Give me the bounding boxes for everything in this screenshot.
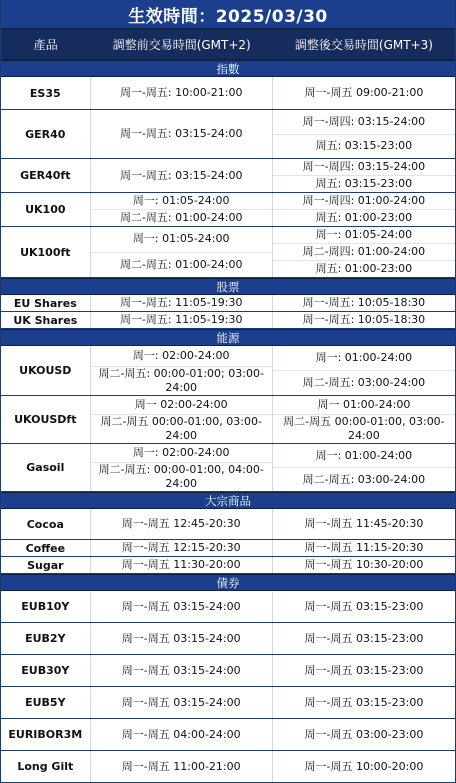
before-hours-line: 周一-周五: 03:15-24:00 [119,127,243,140]
product-name: Sugar [1,557,91,573]
section-header: 大宗商品 [1,492,455,509]
table-row [1,719,455,751]
product-name: EUB5Y [1,687,91,718]
after-hours-cell [273,509,455,539]
table-row [1,346,455,396]
after-hours-line: 周五: 03:15-23:00 [273,134,455,159]
before-hours-cell [91,295,273,311]
before-hours-line: 周一-周五: 11:05-19:30 [119,313,243,326]
after-hours-cell [273,77,455,109]
table-row [1,591,455,623]
after-hours-cell [273,110,455,158]
product-name: EUB10Y [1,591,91,622]
product-name: GER40ft [1,159,91,192]
after-hours-line: 周一-周五 11:15-20:30 [304,541,424,554]
before-hours-cell [91,396,273,443]
before-hours-line: 周一-周五: 11:05-19:30 [119,296,243,309]
table-row [1,623,455,655]
after-hours-line: 周一: 01:00-24:00 [315,448,413,462]
after-hours-cell [273,623,455,654]
product-name: Long Gilt [1,751,91,782]
before-hours-line: 周二-周五: 00:00-01:00; 03:00-24:00 [91,366,272,395]
before-hours-cell [91,540,273,556]
before-hours-line: 周一-周五 03:15-24:00 [121,599,241,613]
after-hours-cell [273,591,455,622]
table-row [1,540,455,557]
table-row [1,312,455,329]
section-header: 股票 [1,278,455,295]
after-hours-line: 周一-周五: 10:05-18:30 [302,313,426,326]
before-hours-cell [91,312,273,328]
after-hours-line: 周一-周五 10:30-20:00 [304,558,424,571]
before-hours-cell [91,159,273,192]
before-hours-cell [91,346,273,395]
before-hours-cell [91,557,273,573]
after-hours-cell [273,312,455,328]
after-hours-cell [273,557,455,573]
table-row [1,687,455,719]
section-header: 指數 [1,60,455,77]
table-row [1,396,455,444]
product-name: Coffee [1,540,91,556]
section-header: 能源 [1,329,455,346]
table-row [1,557,455,574]
after-hours-line: 周一 01:00-24:00 [317,398,411,411]
before-hours-cell [91,591,273,622]
after-hours-line: 周二-周五 00:00-01:00, 03:00-24:00 [273,414,455,443]
before-hours-line: 周一-周五 03:15-24:00 [121,695,241,709]
table-row [1,193,455,227]
table-row [1,110,455,159]
after-hours-line: 周一-周五 03:15-23:00 [304,695,424,709]
before-hours-line: 周二-周五 00:00-01:00, 03:00-24:00 [91,414,272,443]
product-name: UK100 [1,193,91,226]
before-hours-cell [91,444,273,491]
before-hours-line: 周一-周五 12:45-20:30 [121,517,241,530]
after-hours-line: 周一-周五 03:15-23:00 [304,663,424,677]
after-hours-cell [273,719,455,750]
header-product: 產品 [33,37,58,52]
before-hours-cell [91,509,273,539]
table-row [1,509,455,540]
before-hours-cell [91,655,273,686]
after-hours-cell [273,687,455,718]
product-name: GER40 [1,110,91,158]
before-hours-line: 周一-周五 04:00-24:00 [121,727,241,741]
after-hours-line: 周五: 01:00-23:00 [273,260,455,277]
before-hours-line: 周一: 02:00-24:00 [132,446,230,459]
before-hours-line: 周一: 02:00-24:00 [132,349,230,362]
before-hours-cell [91,687,273,718]
before-hours-line: 周二-周五: 01:00-24:00 [91,252,272,278]
after-hours-cell [273,444,455,491]
before-hours-line: 周一-周五 03:15-24:00 [121,631,241,645]
product-name: UKOUSDft [1,396,91,443]
after-hours-line: 周一-周四: 03:15-24:00 [302,160,426,173]
before-hours-line: 周一-周五: 03:15-24:00 [119,168,243,182]
after-hours-line: 周一-周四: 01:00-24:00 [302,194,426,207]
after-hours-cell [273,346,455,395]
after-hours-line: 周一: 01:05-24:00 [315,228,413,241]
after-hours-line: 周二-周四: 01:00-24:00 [273,243,455,260]
before-hours-line: 周二-周五: 00:00-01:00, 04:00-24:00 [91,462,272,491]
after-hours-line: 周一: 01:00-24:00 [315,351,413,364]
header-before-hours: 調整前交易時間(GMT+2) [112,37,251,52]
header-after-hours: 調整後交易時間(GMT+3) [294,37,433,52]
after-hours-cell [273,396,455,443]
after-hours-cell [273,193,455,226]
before-hours-cell [91,751,273,782]
after-hours-line: 周一-周五 10:00-20:00 [304,759,424,773]
before-hours-cell [91,623,273,654]
table-header [1,28,455,60]
after-hours-line: 周一-周五 11:45-20:30 [304,517,424,530]
after-hours-cell [273,295,455,311]
after-hours-line: 周一-周五 03:00-23:00 [304,727,424,741]
table-row [1,751,455,783]
after-hours-cell [273,540,455,556]
after-hours-line: 周一-周五 03:15-23:00 [304,599,424,613]
product-name: EUB2Y [1,623,91,654]
before-hours-line: 周一-周五 11:00-21:00 [121,759,241,773]
table-row [1,655,455,687]
after-hours-line: 周五: 01:00-23:00 [273,209,455,226]
after-hours-line: 周一-周四: 03:15-24:00 [302,114,426,128]
after-hours-cell [273,159,455,192]
before-hours-line: 周一-周五 11:30-20:00 [121,558,241,571]
product-name: EU Shares [1,295,91,311]
before-hours-line: 周二-周五: 01:00-24:00 [91,209,272,226]
before-hours-cell [91,227,273,277]
effective-date-title: 生效時間：2025/03/30 [1,0,455,28]
before-hours-line: 周一: 01:05-24:00 [132,232,230,246]
before-hours-cell [91,193,273,226]
before-hours-line: 周一-周五 03:15-24:00 [121,663,241,677]
after-hours-line: 周一-周五 03:15-23:00 [304,631,424,645]
after-hours-cell [273,227,455,277]
product-name: EURIBOR3M [1,719,91,750]
table-row [1,77,455,110]
before-hours-line: 周一 02:00-24:00 [134,398,228,411]
product-name: ES35 [1,77,91,109]
before-hours-cell [91,719,273,750]
product-name: EUB30Y [1,655,91,686]
before-hours-cell [91,77,273,109]
before-hours-line: 周一-周五 12:15-20:30 [121,541,241,554]
section-header: 債券 [1,574,455,591]
table-row [1,444,455,492]
table-row [1,227,455,278]
before-hours-line: 周一-周五: 10:00-21:00 [119,86,243,99]
after-hours-line: 周五: 03:15-23:00 [273,175,455,192]
after-hours-line: 周二-周五: 03:00-24:00 [273,370,455,395]
product-name: UKOUSD [1,346,91,395]
product-name: Gasoil [1,444,91,491]
table-row [1,159,455,193]
table-row [1,295,455,312]
after-hours-line: 周一-周五: 10:05-18:30 [302,296,426,309]
table-body [1,60,455,783]
product-name: UK Shares [1,312,91,328]
product-name: UK100ft [1,227,91,277]
before-hours-cell [91,110,273,158]
product-name: Cocoa [1,509,91,539]
after-hours-line: 周二-周五: 03:00-24:00 [273,467,455,491]
before-hours-line: 周一: 01:05-24:00 [132,194,230,207]
after-hours-cell [273,751,455,782]
after-hours-line: 周一-周五 09:00-21:00 [304,86,424,99]
after-hours-cell [273,655,455,686]
